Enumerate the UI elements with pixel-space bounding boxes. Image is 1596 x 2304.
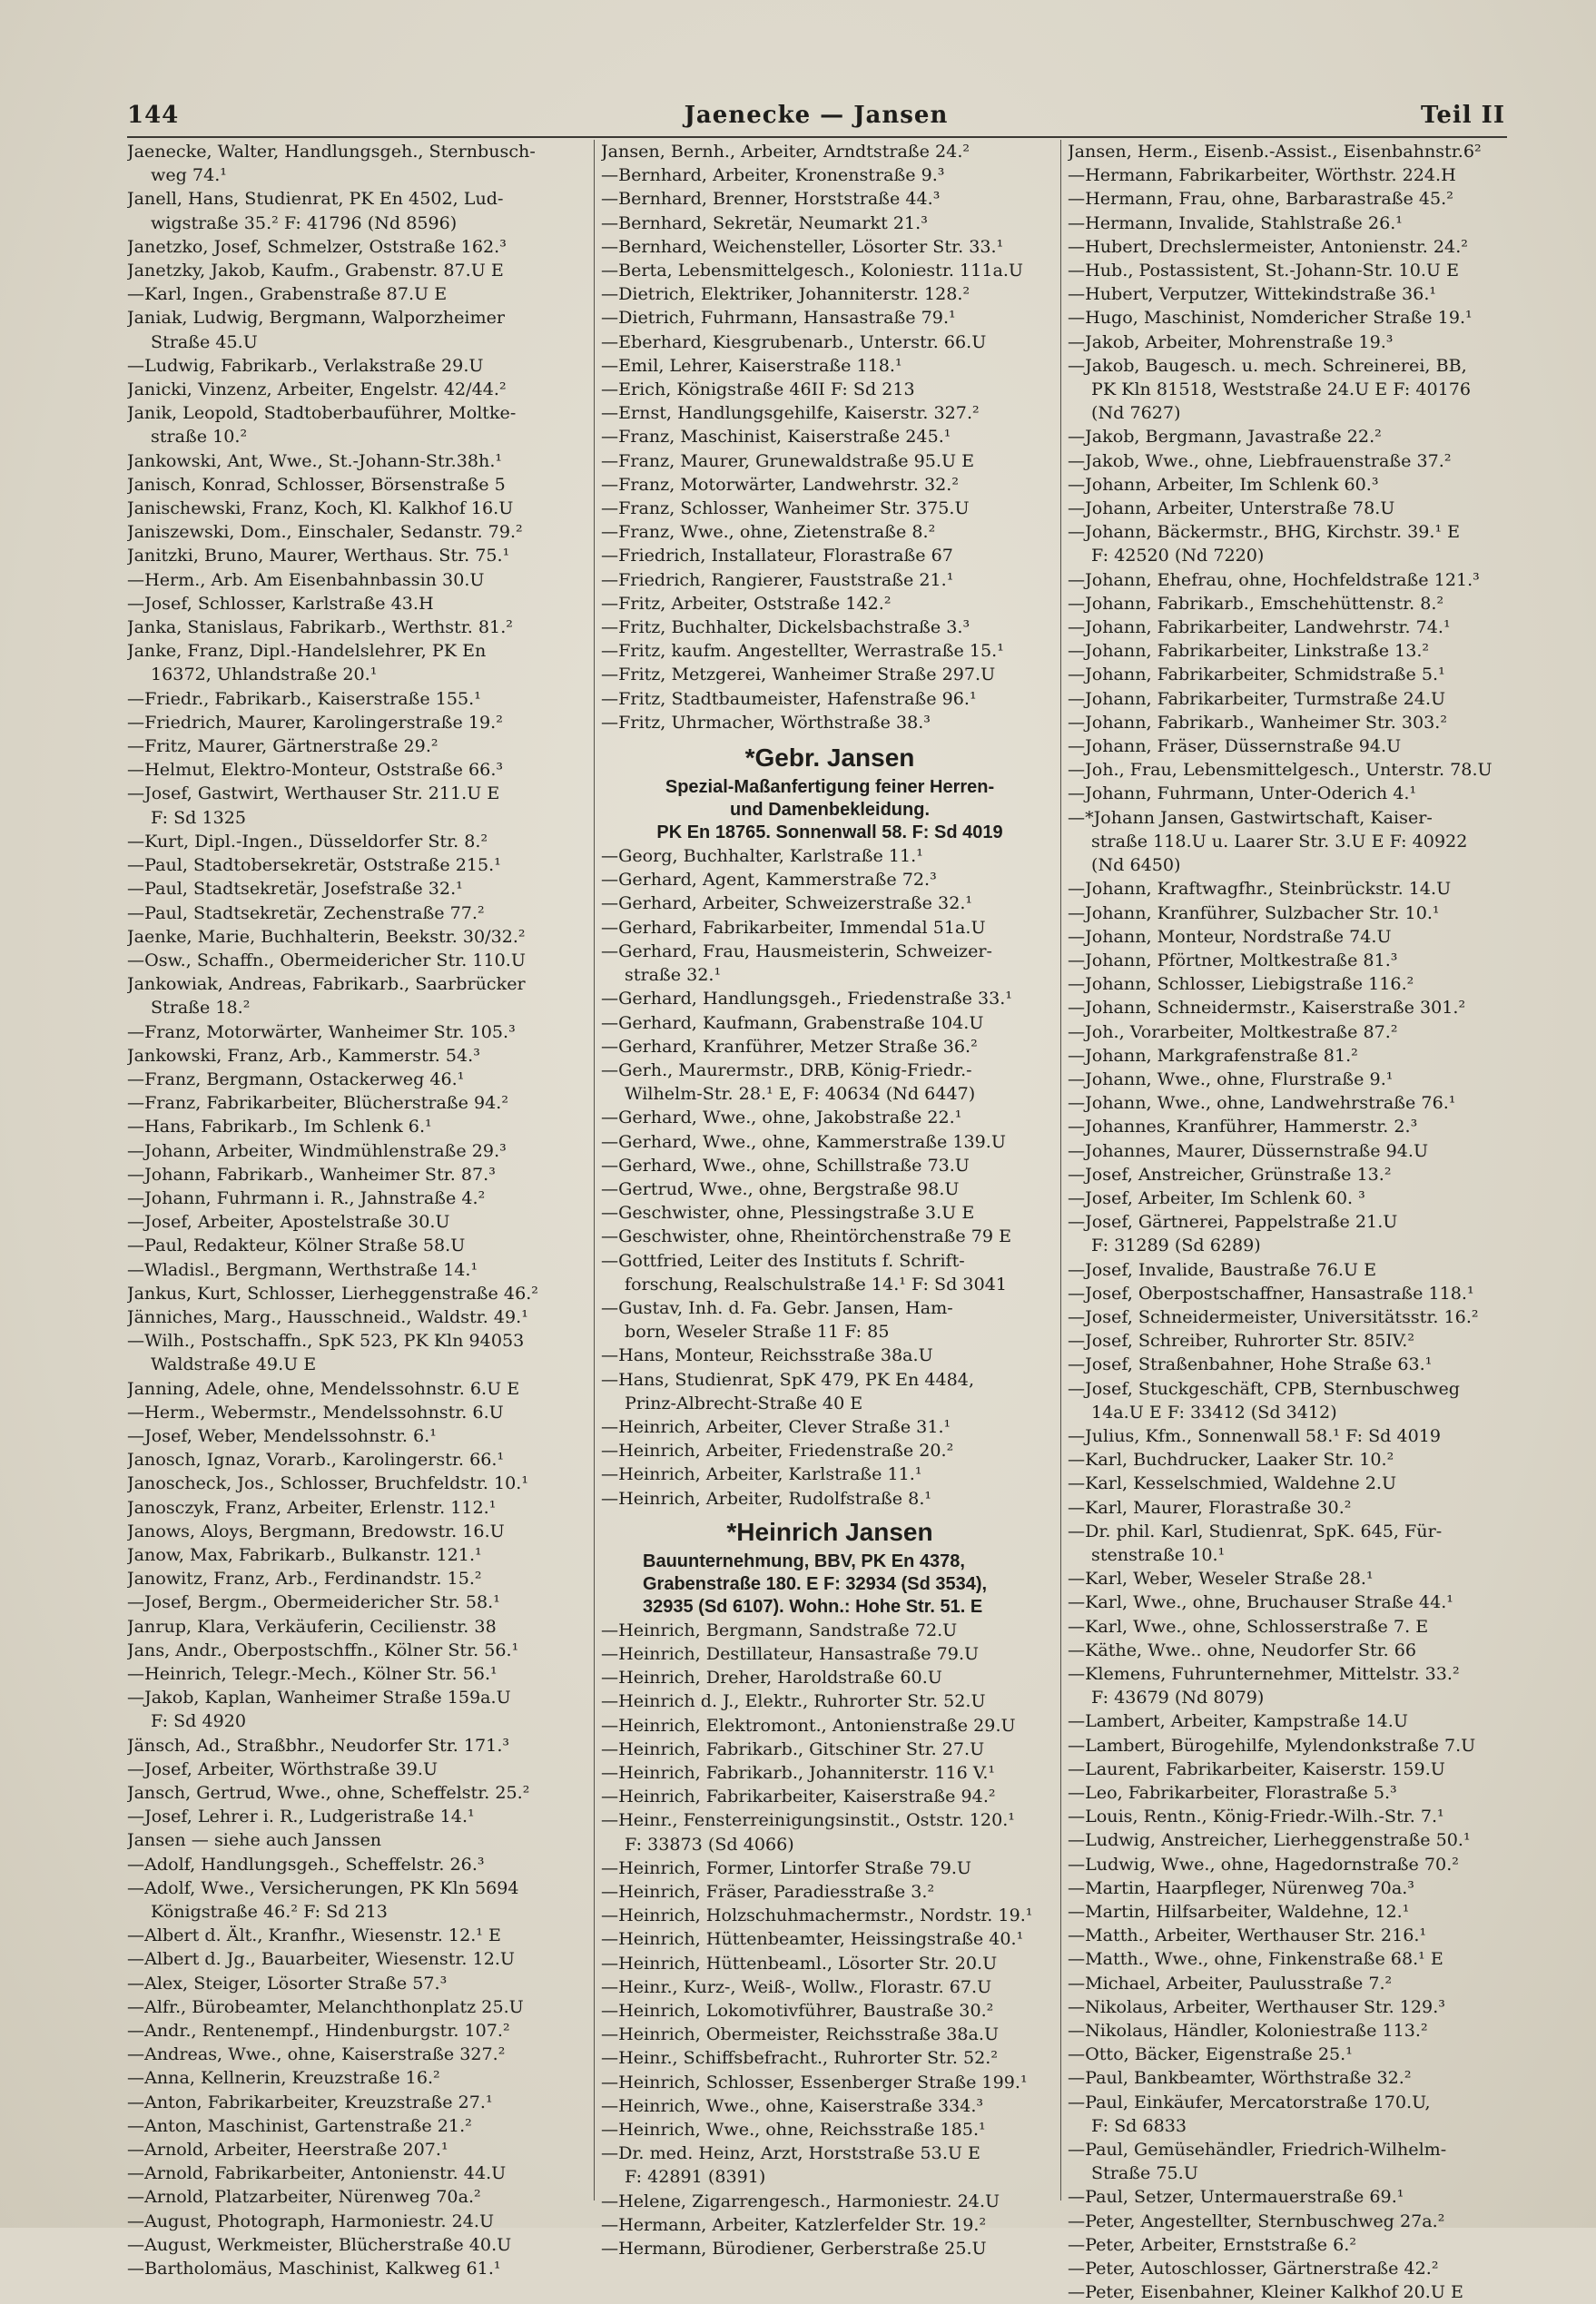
directory-entry: (Nd 6450) xyxy=(1091,854,1181,876)
directory-entry: Jaenecke, Walter, Handlungsgeh., Sternbusch- xyxy=(127,141,536,162)
directory-entry: —Bernhard, Weichensteller, Lösorter Str. 33.¹ xyxy=(601,235,1004,257)
page-number: 144 xyxy=(127,102,180,129)
directory-entry: —Heinrich, Lokomotivführer, Baustraße 30.² xyxy=(601,2000,994,2022)
directory-entry: —Josef, Invalide, Baustraße 76.U E xyxy=(1068,1258,1377,1280)
directory-entry: —Johannes, Kranführer, Hammerstr. 2.³ xyxy=(1068,1116,1418,1137)
directory-entry: —Martin, Haarpfleger, Nürenweg 70a.³ xyxy=(1068,1876,1414,1898)
directory-entry: —Lambert, Bürogehilfe, Mylendonkstraße 7.U xyxy=(1068,1734,1476,1756)
directory-entry: Wilhelm-Str. 28.¹ E, F: 40634 (Nd 6447) xyxy=(625,1083,976,1105)
directory-entry: —August, Photograph, Harmoniestr. 24.U xyxy=(127,2210,495,2231)
directory-entry: —Gertrud, Wwe., ohne, Bergstraße 98.U xyxy=(601,1177,960,1199)
directory-entry: Janrup, Klara, Verkäuferin, Cecilienstr. 38 xyxy=(127,1615,497,1637)
directory-entry: —Otto, Bäcker, Eigenstraße 25.¹ xyxy=(1068,2043,1353,2065)
directory-entry: —Laurent, Fabrikarbeiter, Kaiserstr. 159.U xyxy=(1068,1758,1445,1779)
directory-entry: —Karl, Kesselschmied, Waldehne 2.U xyxy=(1068,1472,1397,1494)
directory-entry: —Paul, Bankbeamter, Wörthstraße 32.² xyxy=(1068,2067,1412,2089)
directory-entry: —Heinrich, Obermeister, Reichsstraße 38a.U xyxy=(601,2023,1000,2045)
directory-entry: —Paul, Stadtobersekretär, Oststraße 215.¹ xyxy=(127,854,501,876)
directory-entry: —Johann, Fabrikarbeiter, Linkstraße 13.² xyxy=(1068,640,1430,662)
directory-entry: F: 42520 (Nd 7220) xyxy=(1091,545,1265,566)
directory-entry: —Johann, Markgrafenstraße 81.² xyxy=(1068,1044,1358,1066)
directory-entry: —Johann, Arbeiter, Im Schlenk 60.³ xyxy=(1068,473,1379,495)
column-2 xyxy=(601,140,1059,2260)
directory-entry: —Paul, Stadtsekretär, Zechenstraße 77.² xyxy=(127,901,485,923)
directory-entry: —Heinr., Schiffsbefracht., Ruhrorter Str. 52.² xyxy=(601,2047,999,2069)
directory-entry: —Karl, Weber, Weseler Straße 28.¹ xyxy=(1068,1568,1374,1590)
directory-entry: —Anton, Fabrikarbeiter, Kreuzstraße 27.¹ xyxy=(127,2091,493,2112)
directory-entry: —Johann, Kraftwagfhr., Steinbrückstr. 14.U xyxy=(1068,878,1452,900)
directory-entry: —Fritz, Metzgerei, Wanheimer Straße 297.U xyxy=(601,664,996,685)
directory-entry: —Fritz, kaufm. Angestellter, Werrastraße 15.¹ xyxy=(601,640,1004,662)
directory-entry: —Peter, Eisenbahner, Kleiner Kalkhof 20.U E xyxy=(1068,2281,1463,2303)
advertisement-line: PK En 18765. Sonnenwall 58. F: Sd 4019 xyxy=(656,822,1003,843)
directory-entry: —Fritz, Uhrmacher, Wörthstraße 38.³ xyxy=(601,711,931,733)
directory-entry: —Ludwig, Fabrikarb., Verlakstraße 29.U xyxy=(127,354,484,376)
directory-entry: —Hermann, Arbeiter, Katzlerfelder Str. 19.² xyxy=(601,2213,987,2235)
directory-entry: —Nikolaus, Händler, Koloniestraße 113.² xyxy=(1068,2020,1428,2042)
directory-entry: Prinz-Albrecht-Straße 40 E xyxy=(625,1392,863,1413)
advertisement-gebr xyxy=(601,740,1059,844)
directory-entry: —Johann, Fräser, Düssernstraße 94.U xyxy=(1068,735,1402,757)
directory-entry: —Josef, Stuckgeschäft, CPB, Sternbuschweg xyxy=(1068,1377,1461,1399)
directory-entry: forschung, Realschulstraße 14.¹ F: Sd 3041 xyxy=(625,1273,1008,1295)
directory-entry: Waldstraße 49.U E xyxy=(151,1354,317,1375)
directory-entry: —Michael, Arbeiter, Paulusstraße 7.² xyxy=(1068,1972,1393,1994)
directory-entry: —Josef, Arbeiter, Apostelstraße 30.U xyxy=(127,1211,450,1233)
directory-entry: (Nd 7627) xyxy=(1091,402,1181,424)
directory-entry: Janosczyk, Franz, Arbeiter, Erlenstr. 112.¹ xyxy=(127,1496,497,1518)
column-divider xyxy=(1060,140,1061,2201)
directory-entry: —Heinr., Fensterreinigungsinstit., Oststr. 120.¹ xyxy=(601,1809,1015,1831)
directory-entry: —Fritz, Stadtbaumeister, Hafenstraße 96.¹ xyxy=(601,687,977,709)
directory-entry: Jansch, Gertrud, Wwe., ohne, Scheffelstr. 25.² xyxy=(127,1782,530,1804)
directory-entry: Janiak, Ludwig, Bergmann, Walporzheimer xyxy=(127,307,506,329)
directory-entry: —Jakob, Wwe., ohne, Liebfrauenstraße 37.² xyxy=(1068,449,1452,471)
directory-entry: —Ernst, Handlungsgehilfe, Kaiserstr. 327.² xyxy=(601,402,980,424)
directory-entry: —Georg, Buchhalter, Karlstraße 11.¹ xyxy=(601,845,923,867)
directory-entry: —Julius, Kfm., Sonnenwall 58.¹ F: Sd 4019 xyxy=(1068,1424,1442,1446)
directory-entry: —Erich, Königstraße 46II F: Sd 213 xyxy=(601,379,915,400)
directory-entry: —Andreas, Wwe., ohne, Kaiserstraße 327.² xyxy=(127,2043,506,2065)
directory-entry: —Paul, Setzer, Untermauerstraße 69.¹ xyxy=(1068,2186,1404,2208)
column-divider xyxy=(594,140,595,2201)
directory-entry: —Hans, Studienrat, SpK 479, PK En 4484, xyxy=(601,1368,975,1390)
directory-entry: —Geschwister, ohne, Plessingstraße 3.U E xyxy=(601,1202,975,1224)
directory-entry: —Josef, Arbeiter, Im Schlenk 60. ³ xyxy=(1068,1186,1365,1208)
directory-entry: —Hub., Postassistent, St.-Johann-Str. 10.U E xyxy=(1068,260,1460,281)
directory-entry: —Franz, Wwe., ohne, Zietenstraße 8.² xyxy=(601,521,936,543)
directory-entry: —Gerh., Maurermstr., DRB, König-Friedr.- xyxy=(601,1058,972,1080)
directory-entry: Janetzky, Jakob, Kaufm., Grabenstr. 87.U E xyxy=(127,260,504,281)
directory-entry: —Johann, Fabrikarb., Wanheimer Str. 87.³ xyxy=(127,1163,496,1185)
directory-entry: —Josef, Straßenbahner, Hohe Straße 63.¹ xyxy=(1068,1354,1433,1375)
directory-entry: —Heinrich, Arbeiter, Karlstraße 11.¹ xyxy=(601,1463,922,1485)
directory-entry: —Ludwig, Anstreicher, Lierheggenstraße 50.¹ xyxy=(1068,1829,1471,1851)
directory-entry: —Johann, Fabrikarb., Emschehüttenstr. 8.² xyxy=(1068,592,1444,614)
column-3 xyxy=(1068,140,1525,2304)
directory-entry: —Eberhard, Kiesgrubenarb., Unterstr. 66.U xyxy=(601,330,987,352)
directory-entry: —Nikolaus, Arbeiter, Werthauser Str. 129.³ xyxy=(1068,1995,1445,2017)
directory-entry: Jänniches, Marg., Hausschneid., Waldstr. 49.¹ xyxy=(127,1305,528,1327)
directory-entry: —Helmut, Elektro-Monteur, Oststraße 66.³ xyxy=(127,759,504,781)
directory-entry: —Albert d. Jg., Bauarbeiter, Wiesenstr. 12.U xyxy=(127,1948,516,1970)
directory-entry: —Gerhard, Wwe., ohne, Schillstraße 73.U xyxy=(601,1154,970,1176)
advertisement-line: Spezial-Maßanfertigung feiner Herren- xyxy=(665,777,995,798)
directory-entry: Jansen — siehe auch Janssen xyxy=(127,1829,382,1851)
directory-entry: —Johann, Schlosser, Liebigstraße 116.² xyxy=(1068,973,1414,995)
directory-entry: —Jakob, Baugesch. u. mech. Schreinerei, BB, xyxy=(1068,354,1467,376)
directory-entry: —Hermann, Fabrikarbeiter, Wörthstr. 224.H xyxy=(1068,164,1456,186)
directory-entry: —Heinrich, Bergmann, Sandstraße 72.U xyxy=(601,1619,958,1640)
directory-entry: —Osw., Schaffn., Obermeidericher Str. 110.U xyxy=(127,949,526,970)
part-label: Teil II xyxy=(1420,102,1505,129)
directory-entry: F: 31289 (Sd 6289) xyxy=(1091,1235,1261,1256)
directory-entry: —Josef, Gärtnerei, Pappelstraße 21.U xyxy=(1068,1211,1398,1233)
directory-entry: —Gerhard, Arbeiter, Schweizerstraße 32.¹ xyxy=(601,892,973,914)
directory-entry: —Lambert, Arbeiter, Kampstraße 14.U xyxy=(1068,1710,1408,1732)
directory-entry: —Heinrich, Fabrikarbeiter, Kaiserstraße 94.² xyxy=(601,1786,996,1807)
directory-entry: —Franz, Motorwärter, Landwehrstr. 32.² xyxy=(601,473,959,495)
advertisement-line: Bauunternehmung, BBV, PK En 4378, xyxy=(643,1551,965,1571)
directory-entry: —Hubert, Verputzer, Wittekindstraße 36.¹ xyxy=(1068,283,1437,305)
directory-entry: —Berta, Lebensmittelgesch., Koloniestr. 111a.U xyxy=(601,260,1024,281)
directory-entry: —Johann, Fabrikarbeiter, Landwehrstr. 74.¹ xyxy=(1068,616,1451,638)
directory-entry: stenstraße 10.¹ xyxy=(1091,1543,1226,1565)
directory-entry: —Klemens, Fuhrunternehmer, Mittelstr. 33.² xyxy=(1068,1663,1460,1684)
directory-entry: —Heinrich, Schlosser, Essenberger Straße 199.¹ xyxy=(601,2071,1028,2092)
directory-entry: —Fritz, Arbeiter, Oststraße 142.² xyxy=(601,592,892,614)
advertisement-line: und Damenbekleidung. xyxy=(729,800,931,821)
directory-entry: Jänsch, Ad., Straßbhr., Neudorfer Str. 171.³ xyxy=(127,1734,510,1756)
directory-entry: —Arnold, Arbeiter, Heerstraße 207.¹ xyxy=(127,2139,448,2161)
advertisement-line: Grabenstraße 180. E F: 32934 (Sd 3534), xyxy=(643,1573,988,1594)
directory-entry: —Gerhard, Fabrikarbeiter, Immendal 51a.U xyxy=(601,916,986,938)
directory-entry: —Joh., Frau, Lebensmittelgesch., Unterstr. 78.U xyxy=(1068,759,1493,781)
directory-entry: Jansen, Herm., Eisenb.-Assist., Eisenbahnstr.6² xyxy=(1068,141,1482,162)
directory-entry: —Johann, Ehefrau, ohne, Hochfeldstraße 121.³ xyxy=(1068,568,1480,590)
directory-entry: Straße 75.U xyxy=(1091,2162,1198,2184)
directory-entry: —Johann, Fabrikarbeiter, Schmidstraße 5.¹ xyxy=(1068,664,1445,685)
directory-entry: Janosch, Ignaz, Vorarb., Karolingerstr. 66.¹ xyxy=(127,1449,505,1471)
directory-entry: Janke, Franz, Dipl.-Handelslehrer, PK En xyxy=(127,640,487,662)
directory-entry: Jankowski, Franz, Arb., Kammerstr. 54.³ xyxy=(127,1044,480,1066)
directory-entry: —Bernhard, Sekretär, Neumarkt 21.³ xyxy=(601,212,928,233)
directory-entry: —Josef, Gastwirt, Werthauser Str. 211.U E xyxy=(127,783,500,804)
directory-entry: —Friedr., Fabrikarb., Kaiserstraße 155.¹ xyxy=(127,687,481,709)
directory-entry: —Josef, Schreiber, Ruhrorter Str. 85IV.² xyxy=(1068,1330,1414,1352)
advertisement-heinrich xyxy=(601,1514,1059,1619)
directory-entry: —Dr. med. Heinz, Arzt, Horststraße 53.U E xyxy=(601,2142,980,2164)
directory-entry: —Anna, Kellnerin, Kreuzstraße 16.² xyxy=(127,2067,440,2089)
directory-entry: —Hans, Monteur, Reichsstraße 38a.U xyxy=(601,1344,933,1366)
directory-entry: —Arnold, Fabrikarbeiter, Antonienstr. 44.U xyxy=(127,2162,507,2184)
directory-entry: straße 118.U u. Laarer Str. 3.U E F: 40922 xyxy=(1091,830,1468,852)
directory-entry: Janik, Leopold, Stadtoberbauführer, Moltke- xyxy=(127,402,517,424)
directory-entry: —Alex, Steiger, Lösorter Straße 57.³ xyxy=(127,1972,448,1994)
directory-entry: —Andr., Rentenempf., Hindenburgstr. 107.² xyxy=(127,2020,510,2042)
directory-entry: —Heinrich, Wwe., ohne, Reichsstraße 185.¹ xyxy=(601,2119,986,2141)
directory-entry: —Johann, Schneidermstr., Kaiserstraße 301.² xyxy=(1068,997,1466,1019)
directory-entry: Janischewski, Franz, Koch, Kl. Kalkhof 16.U xyxy=(127,497,514,519)
directory-entry: —Gerhard, Kranführer, Metzer Straße 36.² xyxy=(601,1035,978,1057)
directory-entry: —Dr. phil. Karl, Studienrat, SpK. 645, Für- xyxy=(1068,1520,1443,1541)
directory-entry: —Emil, Lehrer, Kaiserstraße 118.¹ xyxy=(601,354,902,376)
directory-entry: —Kurt, Dipl.-Ingen., Düsseldorfer Str. 8.² xyxy=(127,830,488,852)
directory-entry: —Arnold, Platzarbeiter, Nürenweg 70a.² xyxy=(127,2186,481,2208)
directory-entry: Jankowiak, Andreas, Fabrikarb., Saarbrücker xyxy=(127,973,526,995)
directory-entry: F: Sd 4920 xyxy=(151,1710,247,1732)
directory-entry: F: Sd 6833 xyxy=(1091,2114,1187,2136)
directory-entry: —Alfr., Bürobeamter, Melanchthonplatz 25.U xyxy=(127,1995,524,2017)
directory-entry: Janka, Stanislaus, Fabrikarb., Werthstr. 81.² xyxy=(127,616,513,638)
directory-entry: —Heinrich, Destillateur, Hansastraße 79.U xyxy=(601,1642,980,1664)
directory-entry: —Heinrich, Arbeiter, Friedenstraße 20.² xyxy=(601,1440,954,1462)
directory-entry: —Hubert, Drechslermeister, Antonienstr. 24.² xyxy=(1068,235,1468,257)
directory-entry: —Bartholomäus, Maschinist, Kalkweg 61.¹ xyxy=(127,2258,501,2279)
directory-entry: —Franz, Maschinist, Kaiserstraße 245.¹ xyxy=(601,426,951,448)
directory-entry: —Karl, Wwe., ohne, Bruchauser Straße 44.¹ xyxy=(1068,1591,1453,1613)
directory-entry: —Johann, Fuhrmann i. R., Jahnstraße 4.² xyxy=(127,1186,486,1208)
directory-entry: —Franz, Maurer, Grunewaldstraße 95.U E xyxy=(601,449,975,471)
directory-entry: —Johann, Kranführer, Sulzbacher Str. 10.¹ xyxy=(1068,901,1440,923)
directory-entry: Janetzko, Josef, Schmelzer, Oststraße 162.³ xyxy=(127,235,507,257)
directory-entry: Janowitz, Franz, Arb., Ferdinandstr. 15.² xyxy=(127,1568,482,1590)
directory-entry: —Johannes, Maurer, Düssernstraße 94.U xyxy=(1068,1139,1429,1161)
directory-entry: —Gerhard, Wwe., ohne, Kammerstraße 139.U xyxy=(601,1130,1006,1152)
header-rule xyxy=(127,136,1507,138)
directory-entry: —Käthe, Wwe.. ohne, Neudorfer Str. 66 xyxy=(1068,1639,1417,1660)
directory-entry: 14a.U E F: 33412 (Sd 3412) xyxy=(1091,1401,1337,1423)
directory-entry: —Karl, Wwe., ohne, Schlosserstraße 7. E xyxy=(1068,1615,1429,1637)
directory-entry: —Heinrich, Holzschuhmachermstr., Nordstr. 19.¹ xyxy=(601,1905,1033,1926)
directory-entry: Jankus, Kurt, Schlosser, Lierheggenstraße 46.² xyxy=(127,1282,538,1304)
directory-entry: —Ludwig, Wwe., ohne, Hagedornstraße 70.² xyxy=(1068,1853,1459,1875)
advertisement-heading: *Gebr. Jansen xyxy=(744,743,915,773)
directory-entry: —Franz, Motorwärter, Wanheimer Str. 105.³ xyxy=(127,1020,516,1042)
directory-entry: Jaenke, Marie, Buchhalterin, Beekstr. 30/32.² xyxy=(127,925,526,947)
directory-entry: Straße 45.U xyxy=(151,330,258,352)
directory-entry: —Heinrich, Fabrikarb., Gitschiner Str. 27.U xyxy=(601,1738,985,1759)
directory-entry: —Heinrich, Hüttenbeaml., Lösorter Str. 20.U xyxy=(601,1952,998,1974)
directory-entry: —Gustav, Inh. d. Fa. Gebr. Jansen, Ham- xyxy=(601,1296,953,1318)
directory-entry: —Josef, Oberpostschaffner, Hansastraße 118.¹ xyxy=(1068,1282,1474,1304)
directory-entry: —Adolf, Handlungsgeh., Scheffelstr. 26.³ xyxy=(127,1853,485,1875)
directory-entry: —Anton, Maschinist, Gartenstraße 21.² xyxy=(127,2114,472,2136)
directory-entry: —Gerhard, Wwe., ohne, Jakobstraße 22.¹ xyxy=(601,1107,962,1128)
directory-entry: —Friedrich, Maurer, Karolingerstraße 19.² xyxy=(127,711,503,733)
directory-entry: 16372, Uhlandstraße 20.¹ xyxy=(151,664,378,685)
directory-entry: —Hermann, Frau, ohne, Barbarastraße 45.² xyxy=(1068,188,1453,210)
directory-entry: —Heinrich, Telegr.-Mech., Kölner Str. 56.¹ xyxy=(127,1663,498,1684)
directory-entry: —Paul, Einkäufer, Mercatorstraße 170.U, xyxy=(1068,2091,1431,2112)
advertisement-line: 32935 (Sd 6107). Wohn.: Hohe Str. 51. E xyxy=(643,1596,983,1617)
directory-entry: —Bernhard, Arbeiter, Kronenstraße 9.³ xyxy=(601,164,945,186)
directory-entry: —Paul, Stadtsekretär, Josefstraße 32.¹ xyxy=(127,878,463,900)
directory-entry: Janows, Aloys, Bergmann, Bredowstr. 16.U xyxy=(127,1520,505,1541)
directory-entry: —Heinrich, Arbeiter, Clever Straße 31.¹ xyxy=(601,1415,951,1437)
directory-entry: —Josef, Schneidermeister, Universitätsstr. 16.² xyxy=(1068,1305,1479,1327)
directory-entry: —Heinrich, Arbeiter, Rudolfstraße 8.¹ xyxy=(601,1487,932,1509)
directory-entry: —Matth., Arbeiter, Werthauser Str. 216.¹ xyxy=(1068,1925,1427,1946)
directory-entry: —Franz, Schlosser, Wanheimer Str. 375.U xyxy=(601,497,970,519)
directory-entry: —Heinrich, Wwe., ohne, Kaiserstraße 334.³ xyxy=(601,2094,984,2116)
directory-entry: —Franz, Bergmann, Ostackerweg 46.¹ xyxy=(127,1068,465,1089)
directory-entry: —Josef, Weber, Mendelssohnstr. 6.¹ xyxy=(127,1424,437,1446)
directory-entry: —Karl, Ingen., Grabenstraße 87.U E xyxy=(127,283,448,305)
directory-entry: —Heinrich, Fabrikarb., Johanniterstr. 116 V.¹ xyxy=(601,1761,996,1783)
directory-entry: straße 10.² xyxy=(151,426,248,448)
directory-entry: —Jakob, Arbeiter, Mohrenstraße 19.³ xyxy=(1068,330,1394,352)
directory-entry: —Johann, Arbeiter, Unterstraße 78.U xyxy=(1068,497,1395,519)
directory-entry: weg 74.¹ xyxy=(151,164,227,186)
directory-entry: —Karl, Buchdrucker, Laaker Str. 10.² xyxy=(1068,1449,1394,1471)
directory-entry: Königstraße 46.² F: Sd 213 xyxy=(151,1901,388,1923)
page-header xyxy=(127,102,1505,138)
directory-entry: —Jakob, Bergmann, Javastraße 22.² xyxy=(1068,426,1382,448)
directory-entry: Jankowski, Ant, Wwe., St.-Johann-Str.38h.¹ xyxy=(127,449,503,471)
directory-entry: —Friedrich, Rangierer, Fauststraße 21.¹ xyxy=(601,568,954,590)
directory-entry: —Johann, Arbeiter, Windmühlenstraße 29.³ xyxy=(127,1139,507,1161)
directory-entry: —Heinr., Kurz-, Weiß-, Wollw., Florastr. 67.U xyxy=(601,1975,992,1997)
directory-entry: —Heinrich, Dreher, Haroldstraße 60.U xyxy=(601,1667,942,1689)
directory-entry: —Johann, Pförtner, Moltkestraße 81.³ xyxy=(1068,949,1398,970)
column-1 xyxy=(127,140,585,2280)
directory-entry: Janicki, Vinzenz, Arbeiter, Engelstr. 42/44.² xyxy=(127,379,507,400)
directory-entry: —Herm., Arb. Am Eisenbahnbassin 30.U xyxy=(127,568,485,590)
directory-entry: wigstraße 35.² F: 41796 (Nd 8596) xyxy=(151,212,458,233)
directory-entry: —Geschwister, ohne, Rheintörchenstraße 79 E xyxy=(601,1226,1012,1247)
directory-entry: —Peter, Arbeiter, Ernststraße 6.² xyxy=(1068,2233,1357,2255)
directory-entry: —Gerhard, Frau, Hausmeisterin, Schweizer- xyxy=(601,940,992,961)
directory-entry: —*Johann Jansen, Gastwirtschaft, Kaiser- xyxy=(1068,806,1433,828)
directory-entry: —Hermann, Bürodiener, Gerberstraße 25.U xyxy=(601,2238,987,2260)
directory-entry: —Hermann, Invalide, Stahlstraße 26.¹ xyxy=(1068,212,1403,233)
directory-entry: —Joh., Vorarbeiter, Moltkestraße 87.² xyxy=(1068,1020,1398,1042)
directory-entry: —Heinrich, Hüttenbeamter, Heissingstraße 40.¹ xyxy=(601,1928,1024,1950)
directory-entry: Jans, Andr., Oberpostschffn., Kölner Str. 56.¹ xyxy=(127,1639,519,1660)
directory-entry: —Peter, Autoschlosser, Gärtnerstraße 42.² xyxy=(1068,2258,1439,2279)
directory-entry: —Wilh., Postschaffn., SpK 523, PK Kln 94053 xyxy=(127,1330,525,1352)
directory-entry: —Gerhard, Kaufmann, Grabenstraße 104.U xyxy=(601,1011,984,1033)
directory-entry: —Johann, Fabrikarbeiter, Turmstraße 24.U xyxy=(1068,687,1446,709)
directory-entry: —Josef, Bergm., Obermeidericher Str. 58.¹ xyxy=(127,1591,500,1613)
directory-entry: —Jakob, Kaplan, Wanheimer Straße 159a.U xyxy=(127,1687,511,1708)
directory-entry: —Johann, Fuhrmann, Unter-Oderich 4.¹ xyxy=(1068,783,1417,804)
directory-entry: —Johann, Wwe., ohne, Flurstraße 9.¹ xyxy=(1068,1068,1394,1089)
directory-entry: —Heinrich, Elektromont., Antonienstraße 29.U xyxy=(601,1714,1016,1736)
directory-entry: —Bernhard, Brenner, Horststraße 44.³ xyxy=(601,188,941,210)
directory-entry: —Gerhard, Handlungsgeh., Friedenstraße 33.¹ xyxy=(601,988,1012,1009)
directory-entry: —Josef, Anstreicher, Grünstraße 13.² xyxy=(1068,1163,1392,1185)
directory-entry: Straße 18.² xyxy=(151,997,251,1019)
directory-entry: —Heinrich d. J., Elektr., Ruhrorter Str. 52.U xyxy=(601,1690,986,1712)
directory-entry: Janell, Hans, Studienrat, PK En 4502, Lud- xyxy=(127,188,504,210)
directory-entry: —Leo, Fabrikarbeiter, Florastraße 5.³ xyxy=(1068,1782,1397,1804)
directory-entry: straße 32.¹ xyxy=(625,964,722,986)
directory-entry: —Matth., Wwe., ohne, Finkenstraße 68.¹ E xyxy=(1068,1948,1443,1970)
directory-entry: —Hans, Fabrikarb., Im Schlenk 6.¹ xyxy=(127,1116,432,1137)
directory-entry: Jansen, Bernh., Arbeiter, Arndtstraße 24.² xyxy=(601,141,970,162)
directory-entry: —Martin, Hilfsarbeiter, Waldehne, 12.¹ xyxy=(1068,1901,1410,1923)
directory-entry: Janisch, Konrad, Schlosser, Börsenstraße 5 xyxy=(127,473,506,495)
directory-entry: —Josef, Lehrer i. R., Ludgeristraße 14.¹ xyxy=(127,1806,475,1827)
directory-entry: F: 42891 (8391) xyxy=(625,2166,766,2188)
directory-entry: —Louis, Rentn., König-Friedr.-Wilh.-Str. 7.¹ xyxy=(1068,1806,1444,1827)
directory-entry: —Josef, Arbeiter, Wörthstraße 39.U xyxy=(127,1758,438,1779)
directory-entry: —Adolf, Wwe., Versicherungen, PK Kln 5694 xyxy=(127,1876,519,1898)
directory-entry: —Karl, Maurer, Florastraße 30.² xyxy=(1068,1496,1352,1518)
directory-entry: —Wladisl., Bergmann, Werthstraße 14.¹ xyxy=(127,1258,478,1280)
directory-entry: —Johann, Wwe., ohne, Landwehrstraße 76.¹ xyxy=(1068,1092,1456,1114)
directory-entry: born, Weseler Straße 11 F: 85 xyxy=(625,1321,890,1343)
directory-entry: —Heinrich, Former, Lintorfer Straße 79.U xyxy=(601,1856,971,1878)
directory-entry: —Johann, Fabrikarb., Wanheimer Str. 303.² xyxy=(1068,711,1448,733)
directory-entry: PK Kln 81518, Weststraße 24.U E F: 40176 xyxy=(1091,379,1472,400)
running-title: Jaenecke — Jansen xyxy=(684,102,949,129)
directory-entry: Janoscheck, Jos., Schlosser, Bruchfeldstr. 10.¹ xyxy=(127,1472,529,1494)
directory-entry: —Johann, Bäckermstr., BHG, Kirchstr. 39.¹ E xyxy=(1068,521,1461,543)
directory-entry: —Hugo, Maschinist, Nomdericher Straße 19.¹ xyxy=(1068,307,1473,329)
directory-entry: —Gerhard, Agent, Kammerstraße 72.³ xyxy=(601,869,937,891)
directory-entry: F: Sd 1325 xyxy=(151,806,247,828)
directory-entry: Janiszewski, Dom., Einschaler, Sedanstr. 79.² xyxy=(127,521,523,543)
directory-entry: —Johann, Monteur, Nordstraße 74.U xyxy=(1068,925,1392,947)
advertisement-heading: *Heinrich Jansen xyxy=(726,1517,933,1546)
directory-entry: —Dietrich, Elektriker, Johanniterstr. 128.² xyxy=(601,283,970,305)
directory-entry: F: 33873 (Sd 4066) xyxy=(625,1833,794,1855)
directory-entry: —Albert d. Ält., Kranfhr., Wiesenstr. 12.¹ E xyxy=(127,1925,501,1946)
directory-entry: —Friedrich, Installateur, Florastraße 67 xyxy=(601,545,953,566)
directory-entry: —Paul, Redakteur, Kölner Straße 58.U xyxy=(127,1235,466,1256)
directory-entry: —Franz, Fabrikarbeiter, Blücherstraße 94.² xyxy=(127,1092,508,1114)
directory-entry: —Fritz, Buchhalter, Dickelsbachstraße 3.³ xyxy=(601,616,970,638)
directory-entry: —August, Werkmeister, Blücherstraße 40.U xyxy=(127,2233,512,2255)
directory-entry: —Helene, Zigarrengesch., Harmoniestr. 24.U xyxy=(601,2190,1000,2211)
directory-entry: —Peter, Angestellter, Sternbuschweg 27a.² xyxy=(1068,2210,1445,2231)
directory-entry: Janow, Max, Fabrikarb., Bulkanstr. 121.¹ xyxy=(127,1543,482,1565)
directory-entry: —Herm., Webermstr., Mendelssohnstr. 6.U xyxy=(127,1401,504,1423)
directory-entry: —Dietrich, Fuhrmann, Hansastraße 79.¹ xyxy=(601,307,956,329)
directory-entry: Janitzki, Bruno, Maurer, Werthaus. Str. 75.¹ xyxy=(127,545,510,566)
directory-entry: —Josef, Schlosser, Karlstraße 43.H xyxy=(127,592,434,614)
directory-entry: F: 43679 (Nd 8079) xyxy=(1091,1687,1265,1708)
directory-entry: Janning, Adele, ohne, Mendelssohnstr. 6.U E xyxy=(127,1377,520,1399)
directory-entry: —Paul, Gemüsehändler, Friedrich-Wilhelm- xyxy=(1068,2139,1447,2161)
directory-entry: —Fritz, Maurer, Gärtnerstraße 29.² xyxy=(127,735,438,757)
directory-entry: —Heinrich, Fräser, Paradiesstraße 3.² xyxy=(601,1881,935,1902)
directory-entry: —Gottfried, Leiter des Instituts f. Schrift- xyxy=(601,1249,965,1271)
